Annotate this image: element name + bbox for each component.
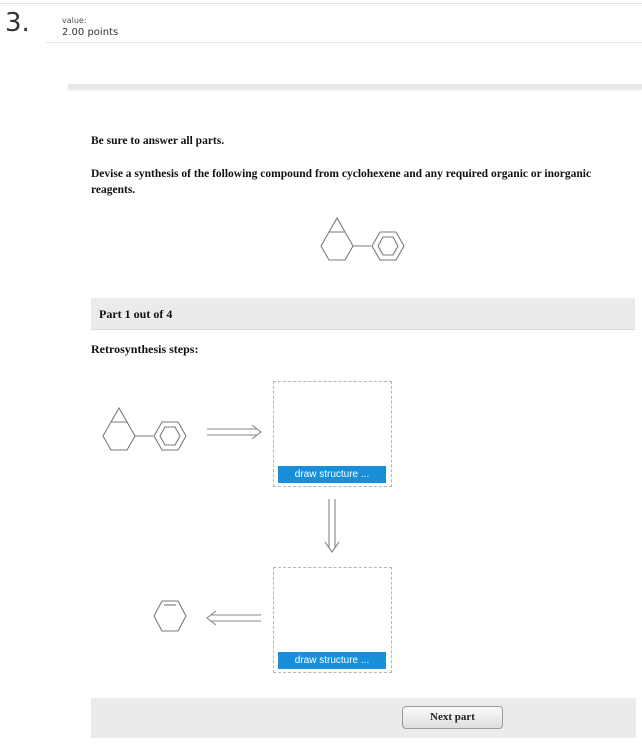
- structure-box-2[interactable]: [273, 567, 392, 673]
- question-number: 3.: [5, 8, 30, 38]
- question-points: 2.00 points: [62, 27, 119, 38]
- retro-arrow-left: [203, 610, 263, 626]
- header-divider: [46, 42, 642, 43]
- retro-target-structure: [100, 404, 200, 464]
- next-part-button[interactable]: Next part: [402, 706, 503, 729]
- instruction-synthesis: Devise a synthesis of the following compound from cyclohexene and any required organic or inorganic reagents.: [91, 168, 592, 196]
- part-label: Part 1 out of 4: [99, 307, 173, 321]
- retro-arrow-down: [324, 497, 340, 555]
- retro-arrow-right: [205, 424, 265, 440]
- cyclohexene-structure: [150, 598, 192, 638]
- draw-structure-button-1[interactable]: draw structure ...: [278, 466, 386, 483]
- top-divider: [0, 3, 642, 4]
- draw-structure-button-2[interactable]: draw structure ...: [278, 652, 386, 669]
- instruction-answer-all: Be sure to answer all parts.: [91, 135, 225, 147]
- target-compound-structure: [318, 214, 418, 274]
- footer-bar: [91, 698, 636, 738]
- content-top-bar: [68, 84, 642, 89]
- part-header: [91, 298, 635, 330]
- structure-box-1[interactable]: [273, 381, 392, 487]
- retrosynthesis-heading: Retrosynthesis steps:: [91, 342, 199, 356]
- value-label: value:: [62, 16, 87, 25]
